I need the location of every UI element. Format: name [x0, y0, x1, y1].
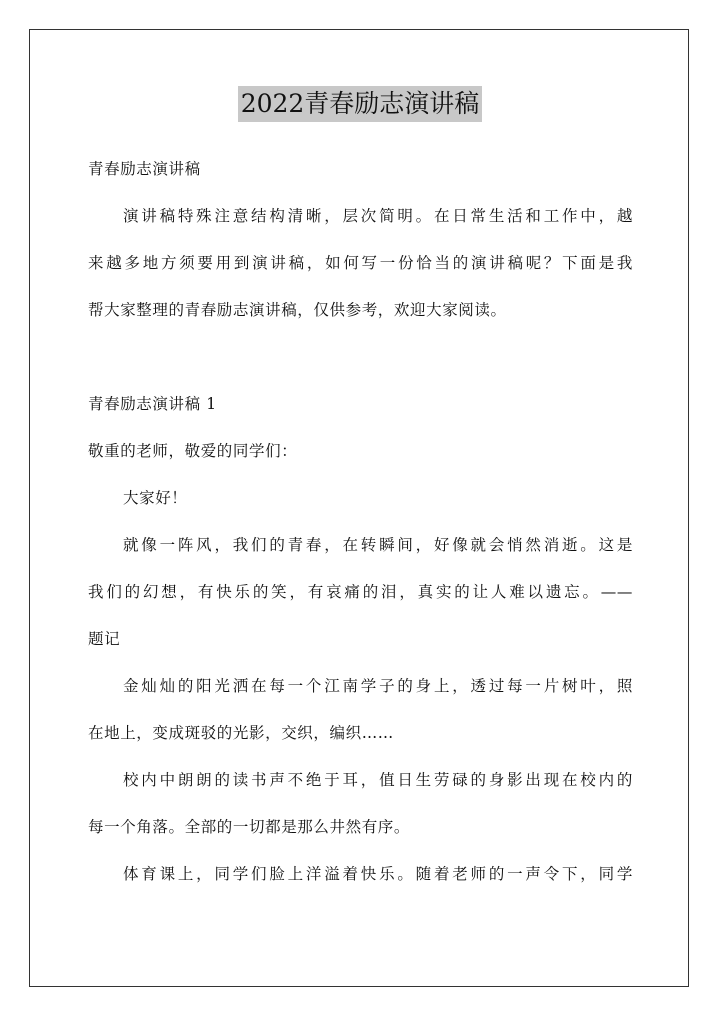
salutation: 敬重的老师，敬爱的同学们：: [88, 442, 298, 460]
section-heading: 青春励志演讲稿: [88, 160, 201, 178]
paragraph-line: 金灿灿的阳光洒在每一个江南学子的身上，透过每一片树叶，照: [123, 677, 633, 695]
document-title: 2022青春励志演讲稿: [238, 86, 483, 122]
paragraph-line: 我们的幻想，有快乐的笑，有哀痛的泪，真实的让人难以遗忘。——: [88, 583, 633, 601]
paragraph-line: 每一个角落。全部的一切都是那么井然有序。: [88, 818, 411, 836]
paragraph-line: 校内中朗朗的读书声不绝于耳，值日生劳碌的身影出现在校内的: [123, 771, 633, 789]
paragraph-line: 题记: [88, 630, 121, 648]
title-container: [0, 86, 720, 122]
paragraph-line: 来越多地方须要用到演讲稿，如何写一份恰当的演讲稿呢？下面是我: [88, 254, 633, 272]
paragraph-line: 在地上，变成斑驳的光影，交织，编织……: [88, 724, 394, 742]
section-heading: 青春励志演讲稿 1: [88, 395, 217, 413]
paragraph-line: 演讲稿特殊注意结构清晰，层次简明。在日常生活和工作中，越: [123, 207, 633, 225]
greeting: 大家好！: [123, 489, 188, 507]
paragraph-line: 帮大家整理的青春励志演讲稿，仅供参考，欢迎大家阅读。: [88, 301, 507, 319]
paragraph-line: 体育课上，同学们脸上洋溢着快乐。随着老师的一声令下，同学: [123, 865, 633, 883]
paragraph-line: 就像一阵风，我们的青春，在转瞬间，好像就会悄然消逝。这是: [123, 536, 633, 554]
